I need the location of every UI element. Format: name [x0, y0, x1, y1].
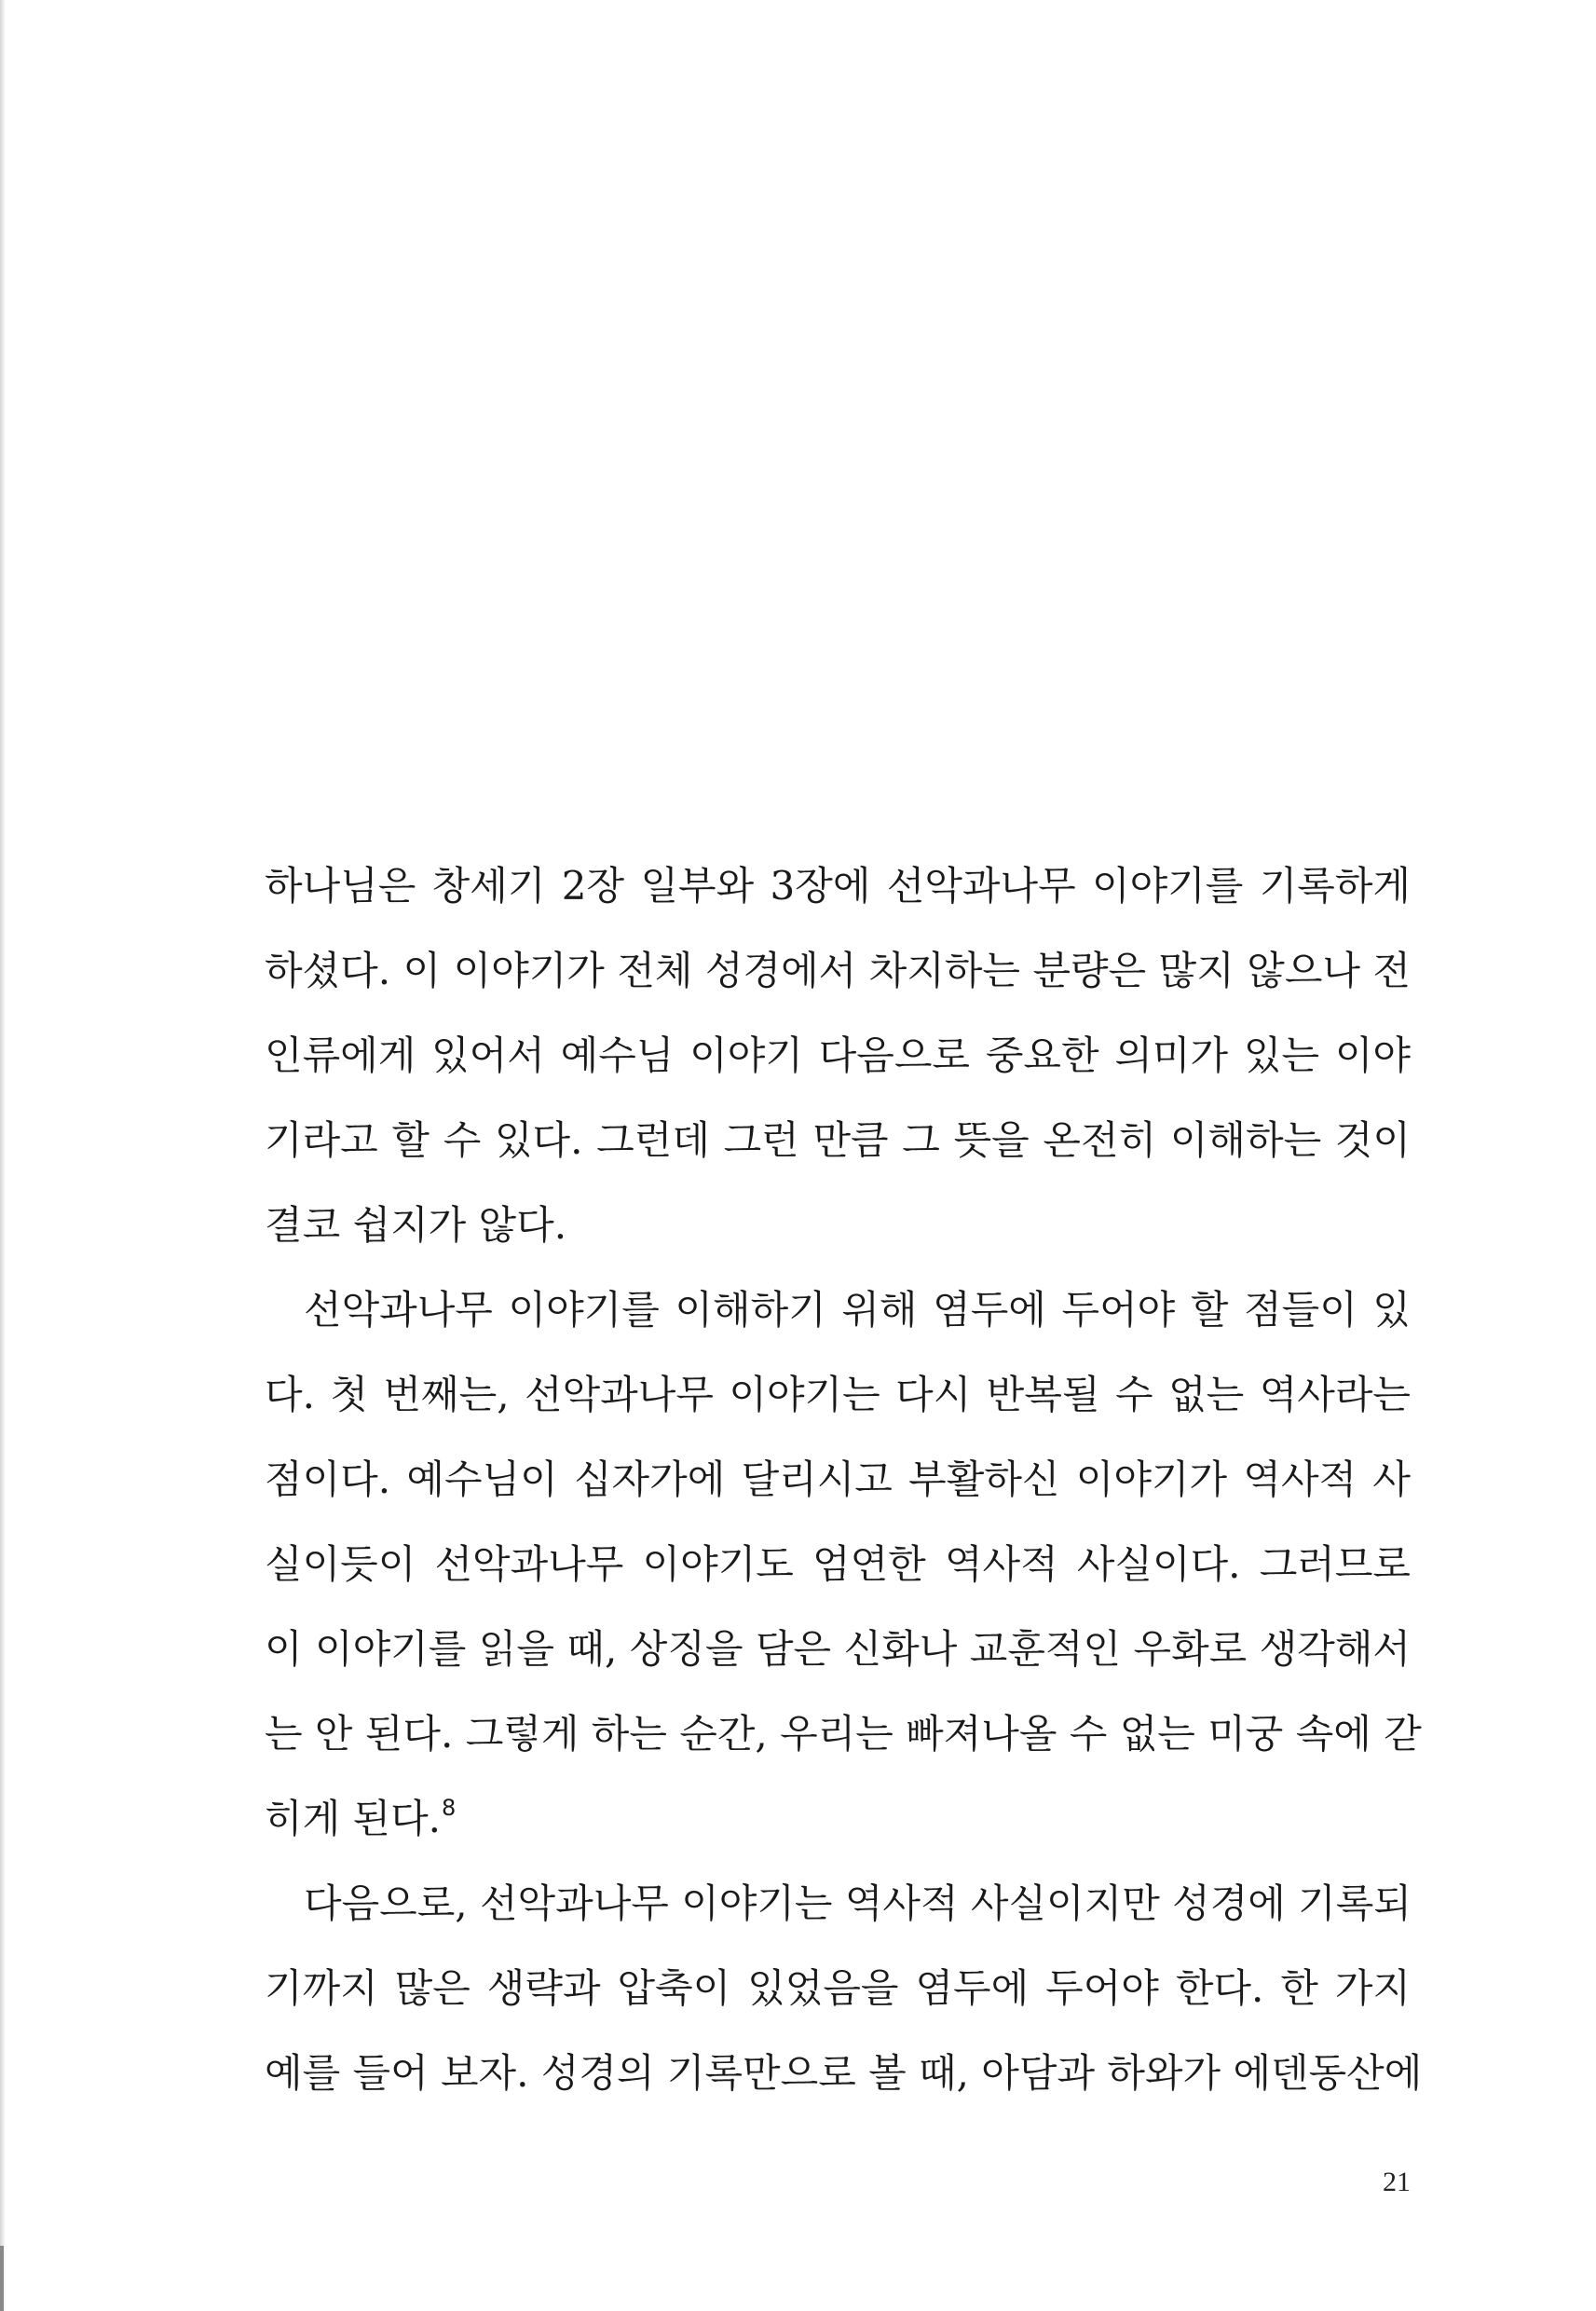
text-line: 기까지 많은 생략과 압축이 있었음을 염두에 두어야 한다. 한 가지 [265, 1965, 1411, 2011]
page-number: 21 [1383, 2167, 1411, 2197]
paragraph-3 [265, 1861, 1423, 2115]
text-line: 이 이야기를 읽을 때, 상징을 담은 신화나 교훈적인 우화로 생각해서 [265, 1626, 1411, 1672]
text-line-with-footnote [265, 1776, 1411, 1861]
paragraph-2 [265, 1267, 1422, 1861]
text-line-content: 히게 된다. [265, 1796, 441, 1841]
text-line: 예를 들어 보자. 성경의 기록만으로 볼 때, 아담과 하와가 에덴동산에 [265, 2050, 1423, 2096]
text-line: 하셨다. 이 이야기가 전체 성경에서 차지하는 분량은 많지 않으나 전 [265, 948, 1411, 993]
footnote-marker[interactable]: 8 [442, 1795, 457, 1821]
text-line: 하나님은 창세기 2장 일부와 3장에 선악과나무 이야기를 기록하게 [265, 863, 1411, 909]
text-line: 선악과나무 이야기를 이해하기 위해 염두에 두어야 할 점들이 있 [304, 1287, 1411, 1333]
body-text [265, 843, 1423, 2115]
page-edge-mark [0, 2246, 4, 2311]
text-line: 다음으로, 선악과나무 이야기는 역사적 사실이지만 성경에 기록되 [304, 1880, 1412, 1926]
text-line: 다. 첫 번째는, 선악과나무 이야기는 다시 반복될 수 없는 역사라는 [265, 1372, 1411, 1417]
text-line: 점이다. 예수님이 십자가에 달리시고 부활하신 이야기가 역사적 사 [265, 1456, 1411, 1502]
text-line: 실이듯이 선악과나무 이야기도 엄연한 역사적 사실이다. 그러므로 [265, 1541, 1411, 1587]
page-edge-shadow [0, 0, 6, 2311]
text-line: 는 안 된다. 그렇게 하는 순간, 우리는 빠져나올 수 없는 미궁 속에 갇 [265, 1711, 1422, 1757]
text-line: 결코 쉽지가 않다. [265, 1202, 567, 1248]
paragraph-1 [265, 843, 1411, 1267]
text-line: 인류에게 있어서 예수님 이야기 다음으로 중요한 의미가 있는 이야 [265, 1032, 1411, 1078]
text-line: 기라고 할 수 있다. 그런데 그런 만큼 그 뜻을 온전히 이해하는 것이 [265, 1117, 1411, 1163]
